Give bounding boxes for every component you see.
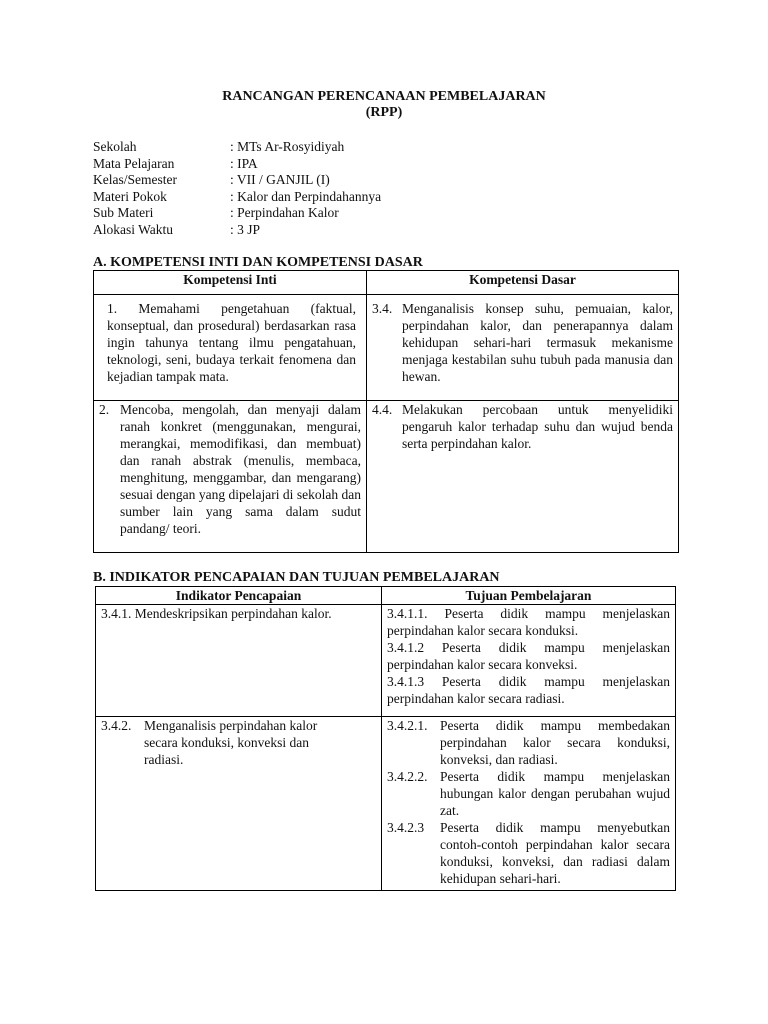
info-label: Sekolah <box>93 139 137 154</box>
section-a-heading: A. KOMPETENSI INTI DAN KOMPETENSI DASAR <box>93 255 423 270</box>
info-value: : 3 JP <box>230 221 261 237</box>
column-header-indicator: Indikator Pencapaian <box>96 587 382 605</box>
goal-item <box>387 717 670 768</box>
info-value: : Perpindahan Kalor <box>230 205 339 220</box>
table-row <box>94 401 679 553</box>
kd-text: Menganalisis konsep suhu, pemuaian, kalor, perpindahan kalor, dan penerapannya dalam kehidupan sehari-hari termasuk mekanisme menjaga kestabilan suhu tubuh pada manusia dan hewan. <box>402 301 673 384</box>
ki-item <box>99 401 361 537</box>
info-label: Alokasi Waktu <box>93 221 174 237</box>
info-label: Kelas/Semester <box>93 172 177 187</box>
indicator-text: Menganalisis perpindahan kalor secara konduksi, konveksi dan radiasi. <box>144 718 318 767</box>
goal-cell <box>382 605 676 717</box>
goal-item <box>387 819 670 887</box>
info-label: Materi Pokok <box>93 188 167 204</box>
document-title: RANCANGAN PERENCANAAN PEMBELAJARAN <box>222 89 546 104</box>
column-header-goal: Tujuan Pembelajaran <box>382 587 676 605</box>
goal-text: Peserta didik mampu membedakan perpindahan kalor secara konduksi, konveksi, dan radiasi. <box>440 718 670 767</box>
goal-number: 3.4.2.2. <box>387 769 428 784</box>
indicator-cell <box>96 717 382 891</box>
document-subtitle: (RPP) <box>365 105 403 120</box>
info-value: : MTs Ar-Rosyidiyah <box>230 139 345 154</box>
info-label: Sub Materi <box>93 205 154 220</box>
info-row <box>93 171 381 188</box>
indicator-text: 3.4.1. Mendeskripsikan perpindahan kalor. <box>101 606 332 621</box>
column-header-kd: Kompetensi Dasar <box>367 271 679 295</box>
goal-item: 3.4.1.3 Peserta didik mampu menjelaskan perpindahan kalor secara radiasi. <box>387 674 670 706</box>
identity-block <box>93 138 381 237</box>
info-label: Mata Pelajaran <box>93 155 175 171</box>
indicator-number: 3.4.2. <box>101 718 132 733</box>
table-row <box>96 717 676 891</box>
goal-number: 3.4.2.3 <box>387 820 425 835</box>
goal-text: Peserta didik mampu menjelaskan hubungan kalor dengan perubahan wujud zat. <box>440 769 670 818</box>
competency-table <box>93 270 679 553</box>
table-row <box>94 295 679 401</box>
ki-text: Memahami pengetahuan (faktual, konseptual, dan prosedural) berdasarkan rasa ingin tahunya tentang ilmu pengatahuan, teknologi, seni, budaya terkait fenomena dan kejadian tampak mata. <box>107 301 356 384</box>
info-row <box>93 155 381 172</box>
kd-cell <box>367 401 679 553</box>
kd-number: 4.4. <box>372 402 393 417</box>
kd-number: 3.4. <box>372 301 393 316</box>
goal-text: Peserta didik mampu menyebutkan contoh-contoh perpindahan kalor secara konduksi, konveksi, dan radiasi dalam kehidupan sehari-hari. <box>440 820 670 886</box>
indicator-table <box>95 586 676 891</box>
kd-item <box>372 300 673 385</box>
ki-number: 2. <box>99 402 110 417</box>
ki-number: 1. <box>107 301 118 316</box>
info-value: : VII / GANJIL (I) <box>230 172 330 187</box>
kd-item <box>372 401 673 452</box>
info-value: : IPA <box>230 155 258 171</box>
ki-text: Mencoba, mengolah, dan menyaji dalam ranah konkret (menggunakan, mengurai, merangkai, memodifikasi, dan membuat) dan ranah abstrak (menulis, membaca, menghitung, menggambar, dan mengarang) sesuai dengan yang dipelajari di sekolah dan sumber lain yang sama dalam sudut pandang/ teori. <box>120 402 361 536</box>
ki-cell <box>94 295 367 401</box>
info-value: : Kalor dan Perpindahannya <box>230 188 382 204</box>
info-row <box>93 204 381 221</box>
goal-cell <box>382 717 676 891</box>
goal-item: 3.4.1.1. Peserta didik mampu menjelaskan perpindahan kalor secara konduksi. <box>387 606 670 638</box>
kd-text: Melakukan percobaan untuk menyelidiki pengaruh kalor terhadap suhu dan wujud benda serta perpindahan kalor. <box>402 402 673 451</box>
ki-item <box>99 300 361 385</box>
info-row <box>93 188 381 205</box>
info-row <box>93 138 381 155</box>
goal-item: 3.4.1.2 Peserta didik mampu menjelaskan perpindahan kalor secara konveksi. <box>387 640 670 672</box>
kd-cell <box>367 295 679 401</box>
goal-number: 3.4.2.1. <box>387 718 428 733</box>
table-row <box>96 605 676 717</box>
column-header-ki: Kompetensi Inti <box>94 271 367 295</box>
ki-cell <box>94 401 367 553</box>
info-row <box>93 221 381 238</box>
section-b-heading: B. INDIKATOR PENCAPAIAN DAN TUJUAN PEMBELAJARAN <box>93 570 500 585</box>
indicator-cell <box>96 605 382 717</box>
indicator-item <box>101 717 376 768</box>
goal-item <box>387 768 670 819</box>
